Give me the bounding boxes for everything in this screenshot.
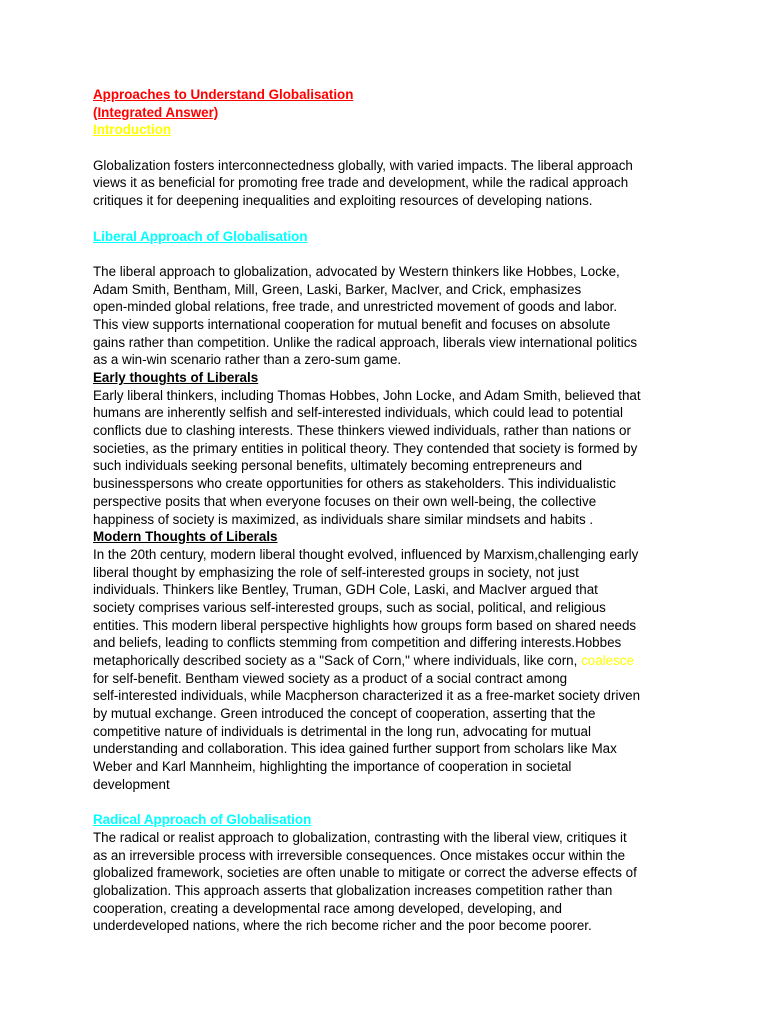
early-line: societies, as the primary entities in political theory. They contended that society is formed by xyxy=(93,440,638,456)
modern-line: society comprises various self-interested groups, such as social, political, and religious xyxy=(93,599,606,615)
liberal-line: Adam Smith, Bentham, Mill, Green, Laski, Barker, MacIver, and Crick, emphasizes xyxy=(93,281,582,297)
liberal-line: gains rather than competition. Unlike the radical approach, liberals view international politics xyxy=(93,334,638,350)
coalesce-highlight: coalesce xyxy=(581,653,634,668)
radical-line: globalization. This approach asserts that globalization increases competition rather than xyxy=(93,882,613,898)
modern-line: development xyxy=(93,776,170,792)
modern-line: self-interested individuals, while Macpherson characterized it as a free-market society driven xyxy=(93,688,641,704)
modern-line: understanding and collaboration. This idea gained further support from scholars like Max xyxy=(93,741,617,757)
modern-line: for self-benefit. Bentham viewed society as a product of a social contract among xyxy=(93,670,568,686)
liberal-heading: Liberal Approach of Globalisation xyxy=(93,228,308,244)
document-subtitle: (Integrated Answer) xyxy=(93,104,219,120)
liberal-line: This view supports international cooperation for mutual benefit and focuses on absolute xyxy=(93,316,611,332)
modern-thoughts-paragraph xyxy=(93,546,678,794)
spacer xyxy=(93,794,678,812)
liberal-paragraph xyxy=(93,263,678,369)
radical-line: The radical or realist approach to globalization, contrasting with the liberal view, critiques it xyxy=(93,829,627,845)
radical-line: globalized framework, societies are often unable to mitigate or correct the adverse effects of xyxy=(93,865,637,881)
early-thoughts-heading: Early thoughts of Liberals xyxy=(93,370,259,385)
early-line: perspective posits that when everyone focuses on their own well-being, the collective xyxy=(93,493,597,509)
sack-of-corn-text: metaphorically described society as a "Sack of Corn," where individuals, like corn, xyxy=(93,653,582,668)
radical-paragraph xyxy=(93,829,678,935)
early-line: such individuals seeking personal benefits, ultimately becoming entrepreneurs and xyxy=(93,458,583,474)
spacer xyxy=(93,245,678,263)
intro-heading: Introduction xyxy=(93,122,172,138)
modern-line: by mutual exchange. Green introduced the concept of cooperation, asserting that the xyxy=(93,706,596,722)
radical-heading: Radical Approach of Globalisation xyxy=(93,812,312,828)
intro-paragraph xyxy=(93,157,678,210)
modern-line: individuals. Thinkers like Bentley, Truman, GDH Cole, Laski, and MacIver argued that xyxy=(93,582,598,598)
document-title: Approaches to Understand Globalisation xyxy=(93,87,354,102)
modern-line: In the 20th century, modern liberal thought evolved, influenced by Marxism,challenging early xyxy=(93,546,639,562)
radical-line: underdeveloped nations, where the rich become richer and the poor become poorer. xyxy=(93,918,592,934)
modern-line: competitive nature of individuals is detrimental in the long run, advocating for mutual xyxy=(93,723,591,739)
early-line: conflicts due to clashing interests. These thinkers viewed individuals, rather than nations or xyxy=(93,423,631,439)
radical-line: as an irreversible process with irreversible consequences. Once mistakes occur within the xyxy=(93,847,626,863)
modern-line: liberal thought by emphasizing the role of self-interested groups in society, not just xyxy=(93,564,579,580)
early-line: humans are inherently selfish and self-interested individuals, which could lead to potential xyxy=(93,405,623,421)
early-line: Early liberal thinkers, including Thomas Hobbes, John Locke, and Adam Smith, believed that xyxy=(93,387,641,403)
early-thoughts-paragraph xyxy=(93,387,678,529)
intro-line: critiques it for deepening inequalities and exploiting resources of developing nations. xyxy=(93,193,593,209)
spacer xyxy=(93,210,678,228)
intro-line: Globalization fosters interconnectedness globally, with varied impacts. The liberal approach xyxy=(93,157,633,173)
modern-line: entities. This modern liberal perspective highlights how groups form based on shared needs xyxy=(93,617,637,633)
radical-line: cooperation, creating a developmental race among developed, developing, and xyxy=(93,900,562,916)
liberal-line: open-minded global relations, free trade, and unrestricted movement of goods and labor. xyxy=(93,299,618,315)
liberal-line: as a win-win scenario rather than a zero-sum game. xyxy=(93,352,402,368)
modern-line-sack-of-corn xyxy=(93,652,678,670)
spacer xyxy=(93,139,678,157)
modern-line: Weber and Karl Mannheim, highlighting the importance of cooperation in societal xyxy=(93,759,572,775)
early-line: businesspersons who create opportunities for others as stakeholders. This individualistic xyxy=(93,476,617,492)
early-line: happiness of society is maximized, as individuals share similar mindsets and habits . xyxy=(93,511,594,527)
liberal-line: The liberal approach to globalization, advocated by Western thinkers like Hobbes, Locke, xyxy=(93,263,620,279)
modern-thoughts-heading: Modern Thoughts of Liberals xyxy=(93,529,278,545)
intro-line: views it as beneficial for promoting free trade and development, while the radical approach xyxy=(93,175,629,191)
modern-line: and beliefs, leading to conflicts stemming from competition and differing interests.Hobbes xyxy=(93,635,622,651)
